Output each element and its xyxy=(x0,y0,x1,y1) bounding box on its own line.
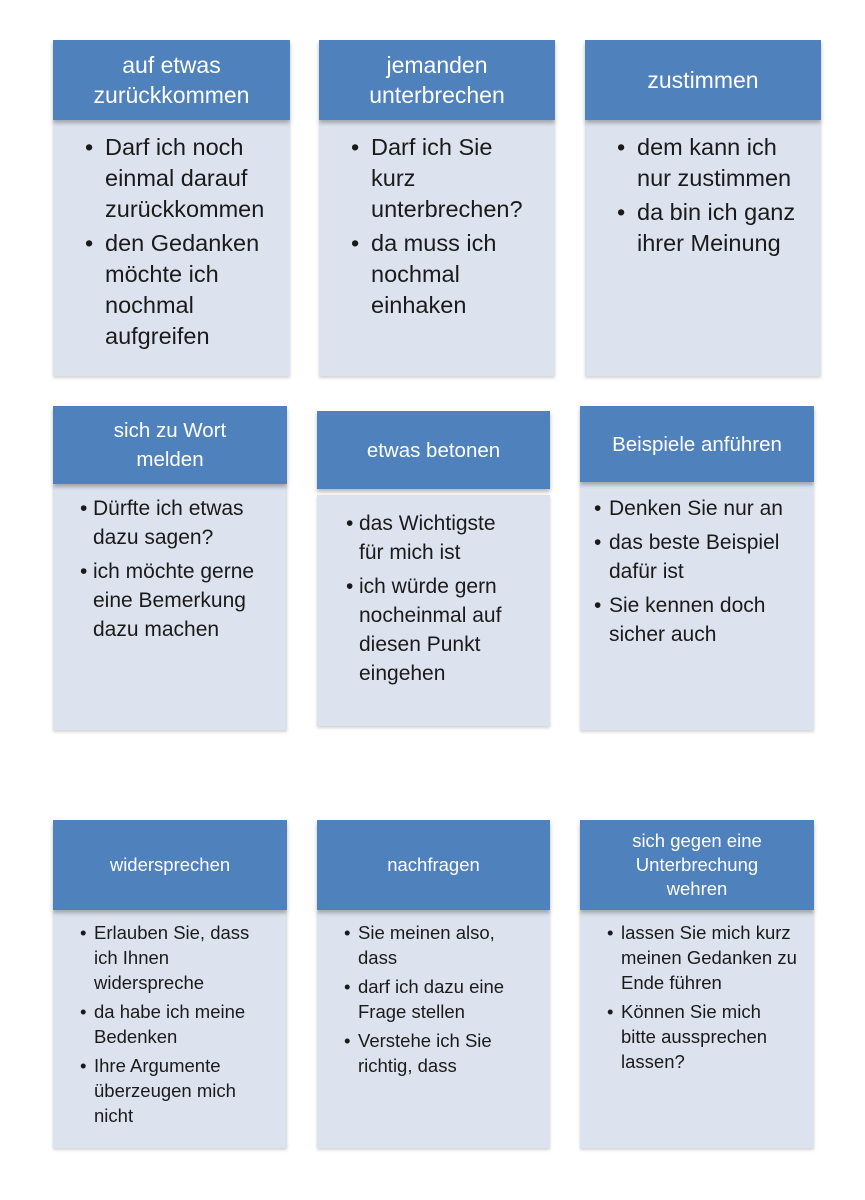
card-title xyxy=(580,820,814,910)
bullet-list xyxy=(67,920,273,1128)
card-title-text: etwas betonen xyxy=(366,438,501,462)
bullet-icon: • xyxy=(344,976,351,997)
card-title-text: sich zu Wort melden xyxy=(113,419,227,471)
card-body xyxy=(53,910,287,1148)
bullet-icon: • xyxy=(80,497,88,520)
card-title xyxy=(317,820,550,910)
bullet-list xyxy=(331,920,536,1078)
card-zustimmen xyxy=(585,40,821,376)
card-title xyxy=(317,411,550,489)
card-title-text: auf etwas zurückkommen xyxy=(93,52,250,108)
bullet-icon: • xyxy=(594,594,602,617)
list-item: • Denken Sie nur an xyxy=(594,494,800,523)
card-body xyxy=(580,482,814,730)
bullet-icon: • xyxy=(351,134,360,160)
list-item: • Darf ich Sie kurz unterbrechen? xyxy=(351,134,523,222)
bullet-icon: • xyxy=(344,1030,351,1051)
list-item: • das beste Beispiel dafür ist xyxy=(594,528,800,586)
bullet-icon: • xyxy=(607,1001,614,1022)
bullet-icon: • xyxy=(351,230,360,256)
card-title-text: zustimmen xyxy=(647,67,759,93)
card-jemanden-unterbrechen xyxy=(319,40,555,376)
bullet-list xyxy=(601,132,805,259)
bullet-icon: • xyxy=(85,230,94,256)
card-title-text: Beispiele anführen xyxy=(612,432,782,456)
list-item: • ich möchte gerne eine Bemerkung dazu machen xyxy=(67,557,273,644)
bullet-icon: • xyxy=(85,134,94,160)
card-sich-zu-wort-melden xyxy=(53,406,287,730)
card-body xyxy=(585,120,821,376)
card-body xyxy=(580,910,814,1148)
list-item: • da muss ich nochmal einhaken xyxy=(351,230,497,318)
bullet-icon: • xyxy=(346,512,354,535)
bullet-icon: • xyxy=(594,497,602,520)
card-body xyxy=(317,910,550,1148)
bullet-icon: • xyxy=(594,531,602,554)
list-item: • das Wichtigste für mich ist xyxy=(331,509,536,567)
list-item: • Darf ich noch einmal darauf zurückkommen xyxy=(85,134,265,222)
list-item: • lassen Sie mich kurz meinen Gedanken zu Ende führen xyxy=(607,922,797,993)
card-title xyxy=(580,406,814,482)
list-item: • Ihre Argumente überzeugen mich nicht xyxy=(80,1055,236,1126)
list-item: • dem kann ich nur zustimmen xyxy=(617,134,792,191)
card-title xyxy=(53,40,290,120)
card-etwas-betonen xyxy=(317,411,550,726)
card-title-text: nachfragen xyxy=(387,854,480,875)
card-title xyxy=(53,820,287,910)
list-item: • Dürfte ich etwas dazu sagen? xyxy=(67,494,273,552)
card-beispiele-anfuehren xyxy=(580,406,814,730)
list-item: • Können Sie mich bitte aussprechen lassen? xyxy=(607,1001,768,1072)
list-item: • da habe ich meine Bedenken xyxy=(80,1001,246,1047)
bullet-list xyxy=(594,920,800,1074)
card-body xyxy=(317,495,550,726)
card-nachfragen xyxy=(317,820,550,1148)
bullet-icon: • xyxy=(80,922,87,943)
bullet-list xyxy=(67,494,273,644)
list-item: • Erlauben Sie, dass ich Ihnen widerspreche xyxy=(80,922,250,993)
card-title xyxy=(53,406,287,484)
card-unterbrechung-wehren xyxy=(580,820,814,1148)
list-item: • ich würde gern nocheinmal auf diesen Punkt eingehen xyxy=(331,572,536,688)
bullet-icon: • xyxy=(80,1001,87,1022)
list-item: • darf ich dazu eine Frage stellen xyxy=(344,976,505,1022)
bullet-list xyxy=(331,509,536,688)
list-item: • Sie kennen doch sicher auch xyxy=(594,591,800,649)
bullet-list xyxy=(335,132,539,321)
bullet-icon: • xyxy=(80,560,88,583)
list-item: • Sie meinen also, dass xyxy=(344,922,495,968)
list-item: • da bin ich ganz ihrer Meinung xyxy=(617,199,796,256)
bullet-list xyxy=(594,494,800,649)
card-title xyxy=(585,40,821,120)
card-widersprechen xyxy=(53,820,287,1148)
bullet-icon: • xyxy=(617,199,626,225)
bullet-icon: • xyxy=(80,1055,87,1076)
bullet-icon: • xyxy=(617,134,626,160)
list-item: • den Gedanken möchte ich nochmal aufgreifen xyxy=(85,230,260,349)
card-body xyxy=(53,120,290,376)
card-body xyxy=(319,120,555,376)
card-title xyxy=(319,40,555,120)
bullet-icon: • xyxy=(346,575,354,598)
card-title-text: widersprechen xyxy=(109,854,231,875)
card-title-text: sich gegen eine Unterbrechung wehren xyxy=(632,830,762,899)
card-body xyxy=(53,484,287,730)
card-auf-etwas-zurueckkommen xyxy=(53,40,290,376)
card-title-text: jemanden unterbrechen xyxy=(369,52,505,108)
bullet-icon: • xyxy=(344,922,351,943)
list-item: • Verstehe ich Sie richtig, dass xyxy=(344,1030,492,1076)
bullet-icon: • xyxy=(607,922,614,943)
bullet-list xyxy=(69,132,274,352)
